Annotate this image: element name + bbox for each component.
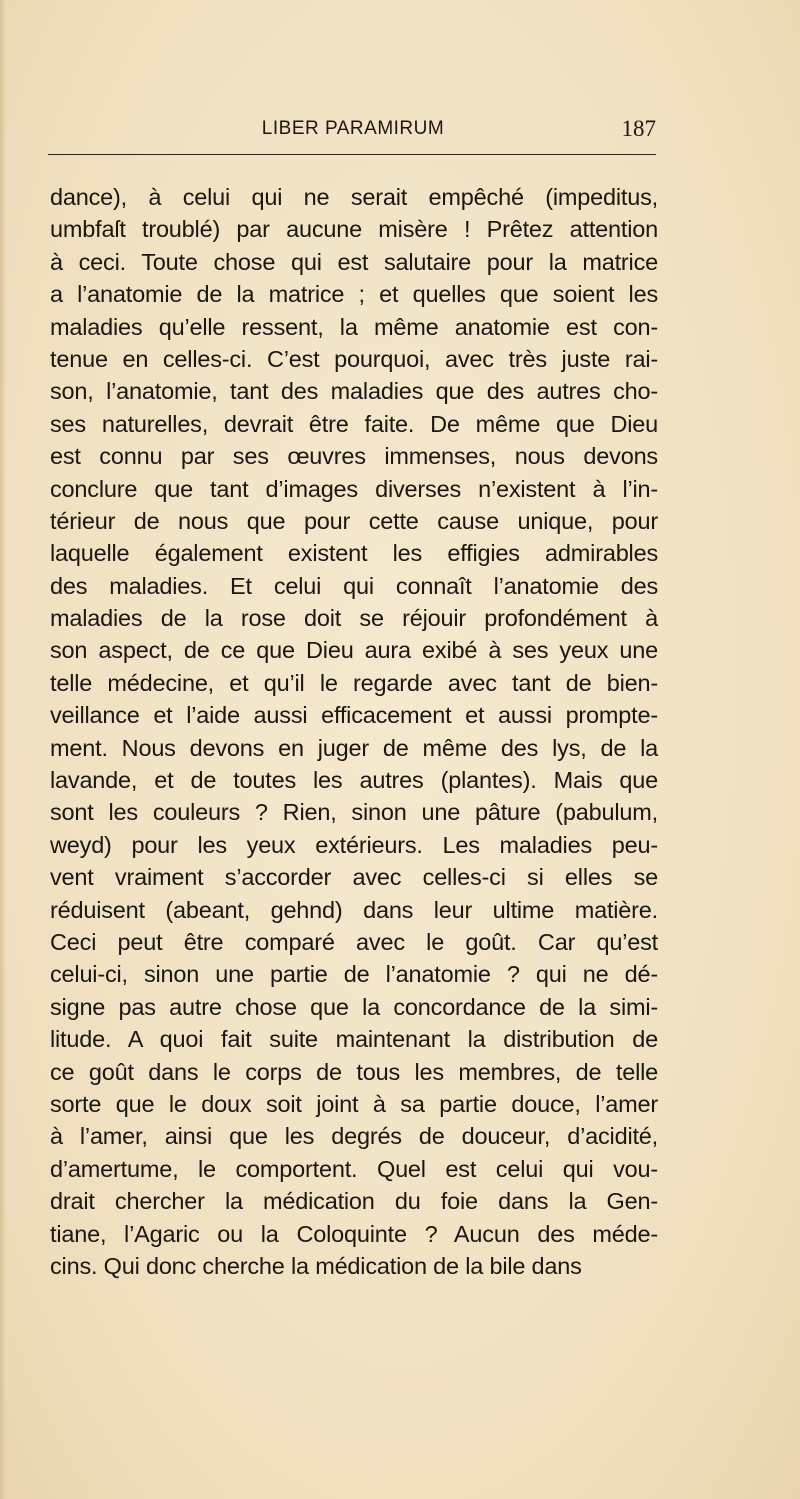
text-line: son aspect, de ce que Dieu aura exibé à ses yeux une [50, 637, 658, 664]
text-line: laquelle également existent les effigies admirables [50, 540, 658, 567]
text-line: des maladies. Et celui qui connaît l’anatomie des [50, 572, 658, 599]
text-line: litude. A quoi fait suite maintenant la distribution de [50, 1026, 658, 1053]
running-head [48, 114, 658, 148]
running-title: LIBER PARAMIRUM [261, 118, 445, 139]
text-line: cins. Qui donc cherche la médication de la bile dans [50, 1252, 582, 1279]
text-line: telle médecine, et qu’il le regarde avec tant de bien- [50, 669, 658, 696]
text-line: réduisent (abeant, gehnd) dans leur ultime matière. [50, 896, 658, 923]
text-line: lavande, et de toutes les autres (plantes). Mais que [50, 767, 658, 794]
header-rule [48, 154, 656, 155]
text-line: weyd) pour les yeux extérieurs. Les maladies peu- [50, 831, 658, 858]
text-line: conclure que tant d’images diverses n’existent à l’in- [50, 475, 658, 502]
text-line: son, l’anatomie, tant des maladies que des autres cho- [50, 378, 658, 405]
text-line: à l’amer, ainsi que les degrés de douceur, d’acidité, [50, 1123, 658, 1150]
text-line: veillance et l’aide aussi efficacement et aussi prompte- [50, 702, 658, 729]
body-text [50, 181, 658, 1282]
page-number: 187 [621, 116, 656, 141]
text-line: d’amertume, le comportent. Quel est celui qui vou- [50, 1155, 658, 1182]
text-line: ment. Nous devons en juger de même des lys, de la [50, 734, 658, 761]
text-line: sorte que le doux soit joint à sa partie douce, l’amer [50, 1090, 658, 1117]
text-line: tenue en celles-ci. C’est pourquoi, avec très juste rai- [50, 345, 658, 372]
text-line: maladies de la rose doit se réjouir profondément à [50, 605, 658, 632]
text-line: drait chercher la médication du foie dans la Gen- [50, 1188, 658, 1215]
text-line: dance), à celui qui ne serait empêché (impeditus, [50, 184, 658, 210]
text-line: a l’anatomie de la matrice ; et quelles que soient les [50, 281, 658, 308]
text-line: Ceci peut être comparé avec le goût. Car qu’est [50, 928, 658, 955]
text-line: térieur de nous que pour cette cause unique, pour [50, 507, 658, 534]
text-line: signe pas autre chose que la concordance de la simi- [50, 993, 658, 1020]
page-edge-shadow [0, 0, 6, 1499]
text-line: tiane, l’Agaric ou la Coloquinte ? Aucun des méde- [50, 1220, 658, 1247]
text-line: maladies qu’elle ressent, la même anatomie est con- [50, 313, 658, 340]
text-line: ce goût dans le corps de tous les membres, de telle [50, 1058, 658, 1085]
text-line: umbfaſt troublé) par aucune misère ! Prêtez attention [50, 216, 658, 243]
text-line: ses naturelles, devrait être faite. De même que Dieu [50, 410, 658, 437]
text-line: est connu par ses œuvres immenses, nous devons [50, 443, 658, 470]
text-line: vent vraiment s’accorder avec celles-ci si elles se [50, 864, 658, 891]
text-line: celui-ci, sinon une partie de l’anatomie ? qui ne dé- [50, 961, 658, 988]
text-line: sont les couleurs ? Rien, sinon une pâture (pabulum, [50, 799, 658, 826]
text-line: à ceci. Toute chose qui est salutaire pour la matrice [50, 248, 658, 275]
